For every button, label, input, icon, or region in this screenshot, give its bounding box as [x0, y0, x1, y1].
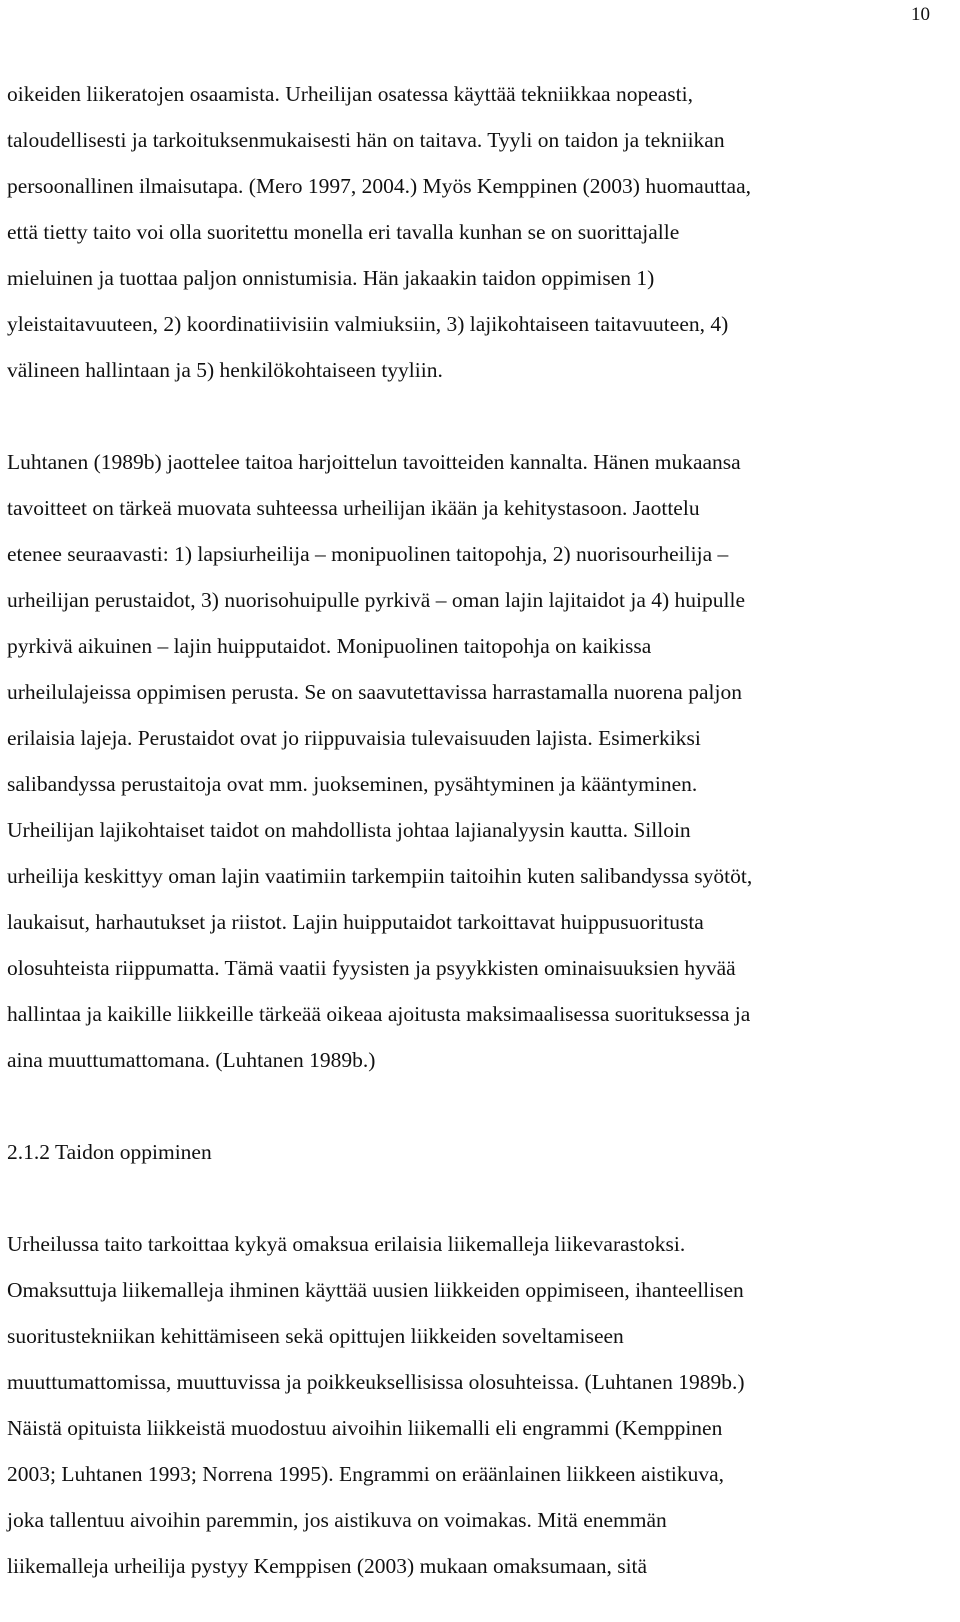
text-line: tavoitteet on tärkeä muovata suhteessa urheilijan ikään ja kehitystasoon. Jaottelu — [7, 496, 700, 520]
text-line: että tietty taito voi olla suoritettu monella eri tavalla kunhan se on suorittajalle — [7, 220, 680, 244]
text-line: Omaksuttuja liikemalleja ihminen käyttää uusien liikkeiden oppimiseen, ihanteellisen — [7, 1278, 744, 1302]
text-line: oikeiden liikeratojen osaamista. Urheilijan osatessa käyttää tekniikkaa nopeasti, — [7, 82, 693, 106]
text-line: erilaisia lajeja. Perustaidot ovat jo riippuvaisia tulevaisuuden lajista. Esimerkiksi — [7, 726, 701, 750]
text-line: suoritustekniikan kehittämiseen sekä opittujen liikkeiden soveltamiseen — [7, 1324, 624, 1348]
text-line: joka tallentuu aivoihin paremmin, jos aistikuva on voimakas. Mitä enemmän — [7, 1508, 667, 1532]
page-number: 10 — [911, 4, 930, 25]
text-line: Urheilijan lajikohtaiset taidot on mahdollista johtaa lajianalyysin kautta. Silloin — [7, 818, 691, 842]
text-line: olosuhteista riippumatta. Tämä vaatii fyysisten ja psyykkisten ominaisuuksien hyvää — [7, 956, 736, 980]
paragraph-gap — [7, 1083, 937, 1129]
text-line: hallintaa ja kaikille liikkeille tärkeää oikeaa ajoitusta maksimaalisessa suorituksessa ja — [7, 1002, 751, 1026]
text-line: Luhtanen (1989b) jaottelee taitoa harjoittelun tavoitteiden kannalta. Hänen mukaansa — [7, 450, 741, 474]
text-line: urheilulajeissa oppimisen perusta. Se on saavutettavissa harrastamalla nuorena paljon — [7, 680, 742, 704]
document-body — [7, 71, 937, 1589]
text-line: salibandyssa perustaitoja ovat mm. juokseminen, pysähtyminen ja kääntyminen. — [7, 772, 698, 796]
text-line: urheilija keskittyy oman lajin vaatimiin tarkempiin taitoihin kuten salibandyssa syötöt, — [7, 864, 753, 888]
text-line: aina muuttumattomana. (Luhtanen 1989b.) — [7, 1048, 376, 1072]
text-line: pyrkivä aikuinen – lajin huipputaidot. Monipuolinen taitopohja on kaikissa — [7, 634, 652, 658]
paragraph-skill-classification — [7, 439, 937, 1083]
text-line: liikemalleja urheilija pystyy Kemppisen (2003) mukaan omaksumaan, sitä — [7, 1554, 648, 1578]
paragraph-gap — [7, 1175, 937, 1221]
text-line: urheilijan perustaidot, 3) nuorisohuipulle pyrkivä – oman lajin lajitaidot ja 4) huipulle — [7, 588, 746, 612]
text-line: mieluinen ja tuottaa paljon onnistumisia. Hän jakaakin taidon oppimisen 1) — [7, 266, 655, 290]
paragraph-skill-learning — [7, 1221, 937, 1589]
text-line: laukaisut, harhautukset ja riistot. Lajin huipputaidot tarkoittavat huippusuoritusta — [7, 910, 704, 934]
text-line: välineen hallintaan ja 5) henkilökohtaiseen tyyliin. — [7, 358, 443, 382]
text-line: taloudellisesti ja tarkoituksenmukaisesti hän on taitava. Tyyli on taidon ja tekniikan — [7, 128, 725, 152]
section-heading: 2.1.2 Taidon oppiminen — [7, 1140, 212, 1164]
paragraph-gap — [7, 393, 937, 439]
paragraph-skill-definition — [7, 71, 937, 393]
text-line: Urheilussa taito tarkoittaa kykyä omaksua erilaisia liikemalleja liikevarastoksi. — [7, 1232, 686, 1256]
text-line: yleistaitavuuteen, 2) koordinatiivisiin valmiuksiin, 3) lajikohtaiseen taitavuuteen, 4) — [7, 312, 729, 336]
text-line: Näistä opituista liikkeistä muodostuu aivoihin liikemalli eli engrammi (Kemppinen — [7, 1416, 723, 1440]
text-line: persoonallinen ilmaisutapa. (Mero 1997, 2004.) Myös Kemppinen (2003) huomauttaa, — [7, 174, 751, 198]
text-line: 2003; Luhtanen 1993; Norrena 1995). Engrammi on eräänlainen liikkeen aistikuva, — [7, 1462, 725, 1486]
text-line: etenee seuraavasti: 1) lapsiurheilija – monipuolinen taitopohja, 2) nuorisourheilija – — [7, 542, 729, 566]
text-line: muuttumattomissa, muuttuvissa ja poikkeuksellisissa olosuhteissa. (Luhtanen 1989b.) — [7, 1370, 745, 1394]
